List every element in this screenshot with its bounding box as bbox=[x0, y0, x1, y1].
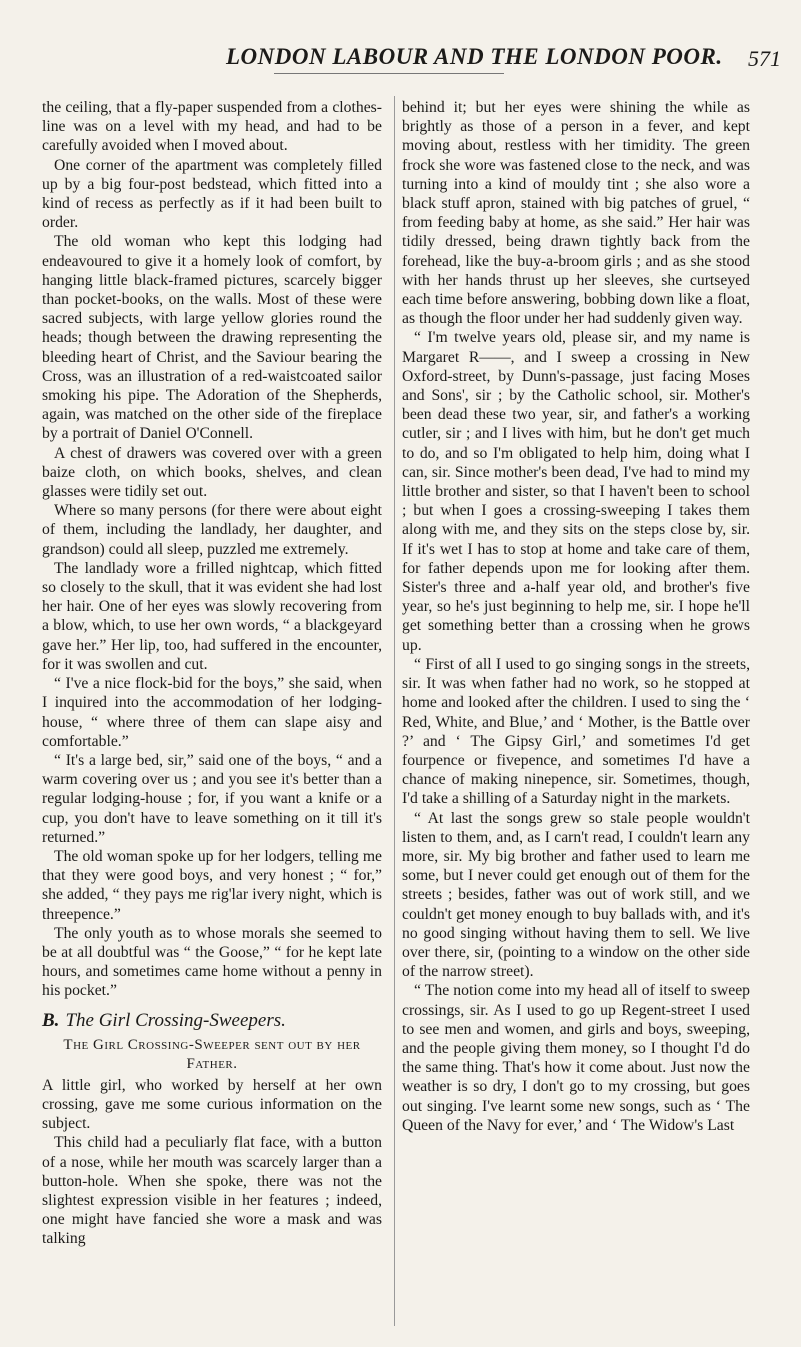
paragraph: The old woman spoke up for her lodgers, telling me that they were good boys, and very honest ; “ for,” she added, “ they pays me rig'lar ivery night, which is threepence.” bbox=[42, 847, 382, 923]
paragraph: behind it; but her eyes were shining the while as brightly as those of a person in a fever, and kept moving about, restless with her timidity. The green frock she wore was fastened close to the neck, and was turning into a kind of mouldy tint ; she also wore a black stuff apron, stained with big patches of gruel, “ from feeding baby at home, as she said.” Her hair was tidily dressed, being drawn tightly back from the forehead, like the buy-a-broom girls ; and as she stood with her hands thrust up her sleeves, she curtseyed each time before answering, bobbing down like a float, as though the floor under her had suddenly given way. bbox=[402, 99, 750, 328]
paragraph: The old woman who kept this lodging had endeavoured to give it a homely look of comfort, by hanging little black-framed pictures, scarcely bigger than pocket-books, on the walls. Most of these were sacred subjects, with large yellow glories round the heads; though between the drawing representing the bleeding heart of Christ, and the Saviour bearing the Cross, was an illustration of a red-waistcoated sailor smoking his pipe. The Adoration of the Shepherds, again, was matched on the other side of the fireplace by a portrait of Daniel O'Connell. bbox=[42, 233, 382, 443]
paragraph: the ceiling, that a fly-paper suspended from a clothes-line was on a level with my head, and had to be carefully avoided when I moved about. bbox=[42, 99, 382, 155]
section-title: The Girl Crossing-Sweepers. bbox=[65, 1009, 286, 1031]
paragraph: A little girl, who worked by herself at her own crossing, gave me some curious information on the subject. bbox=[42, 1076, 382, 1133]
page-header bbox=[96, 44, 781, 74]
paragraph: “ The notion come into my head all of itself to sweep crossings, sir. As I used to go up Regent-street I used to see men and women, and girls and boys, sweeping, and the people giving them money, so I thought I'd do the same thing. That's how it come about. Just now the weather is so dry, I don't go to my crossing, but goes out singing. I've learnt some new songs, such as ‘ The Queen of the Navy for ever,’ and ‘ The Widow's Last bbox=[402, 982, 750, 1134]
paragraph: The only youth as to whose morals she seemed to be at all doubtful was “ the Goose,” “ for he kept late hours, and sometimes came home without a penny in his pocket.” bbox=[42, 924, 382, 1000]
running-title: LONDON LABOUR AND THE LONDON POOR. bbox=[226, 44, 723, 69]
right-column bbox=[402, 98, 750, 1135]
paragraph: The landlady wore a frilled nightcap, which fitted so closely to the skull, that it was evident she had lost her hair. One of her eyes was slowly recovering from a blow, which, to use her own words, “ a blackgeyard gave her.” Her lip, too, had suffered in the encounter, for it was swollen and cut. bbox=[42, 559, 382, 673]
column-divider bbox=[394, 96, 395, 1326]
paragraph: A chest of drawers was covered over with a green baize cloth, on which books, shelves, and clean glasses were tidily set out. bbox=[42, 444, 382, 501]
paragraph: “ I've a nice flock-bid for the boys,” she said, when I inquired into the accommodation of her lodging-house, “ where three of them can slape aisy and comfortable.” bbox=[42, 675, 382, 750]
paragraph: One corner of the apartment was completely filled up by a big four-post bedstead, which fitted into a kind of recess as perfectly as if it had been built to order. bbox=[42, 156, 382, 232]
paragraph: This child had a peculiarly flat face, with a button of a nose, while her mouth was scarcely larger than a button-hole. When she spoke, there was not the slightest expression visible in her features ; indeed, one might have fancied she wore a mask and was talking bbox=[42, 1134, 382, 1248]
paragraph: Where so many persons (for there were about eight of them, including the landlady, her daughter, and grandson) could all sleep, puzzled me extremely. bbox=[42, 502, 382, 558]
paragraph: “ It's a large bed, sir,” said one of the boys, “ and a warm covering over us ; and you see it's better than a regular lodging-house ; for, if you want a knife or a cup, you don't have to leave something on it till it's returned.” bbox=[42, 751, 382, 846]
left-column bbox=[42, 98, 382, 1249]
paragraph: “ At last the songs grew so stale people wouldn't listen to them, and, as I carn't read, I couldn't learn any more, sir. My big brother and father used to learn me some, but I never could get enough out of them for the streets ; besides, father was out of work still, and we couldn't get money enough to buy ballads with, and it's no good singing without having them to sell. We live over there, sir, (pointing to a window on the other side of the narrow street). bbox=[402, 809, 750, 981]
page-number: 571 bbox=[748, 46, 781, 71]
header-rule bbox=[274, 73, 504, 74]
section-subtitle: The Girl Crossing-Sweeper sent out by her Father. bbox=[63, 1036, 361, 1072]
section-heading bbox=[42, 1011, 382, 1030]
paragraph: “ I'm twelve years old, please sir, and my name is Margaret R——, and I sweep a crossing in New Oxford-street, by Dunn's-passage, just facing Moses and Sons', sir ; by the Catholic school, sir. Mother's been dead these two year, sir, and father's a working cutler, sir ; and I lives with him, but he don't get much to do, and so I'm obligated to help him, doing what I can, sir. Since mother's been dead, I've had to mind my little brother and sister, so that I haven't been to school ; but when I goes a crossing-sweeping I takes them along with me, and they sits on the steps close by, sir. If it's wet I has to stop at home and take care of them, for father depends upon me for looking after them. Sister's three and a-half year old, and brother's five year, so he's just beginning to help me, sir. I hope he'll get something better than a crossing when he grows up. bbox=[402, 329, 750, 654]
section-letter: B. bbox=[42, 1009, 60, 1031]
paragraph: “ First of all I used to go singing songs in the streets, sir. It was when father had no work, so he stopped at home and looked after the children. I used to sing the ‘ Red, White, and Blue,’ and ‘ Mother, is the Battle over ?’ and ‘ The Gipsy Girl,’ and sometimes I'd get fourpence or fivepence, and sometimes I'd have a chance of making ninepence, sir. Sometimes, though, I'd take a shilling of a Saturday night in the markets. bbox=[402, 655, 750, 808]
